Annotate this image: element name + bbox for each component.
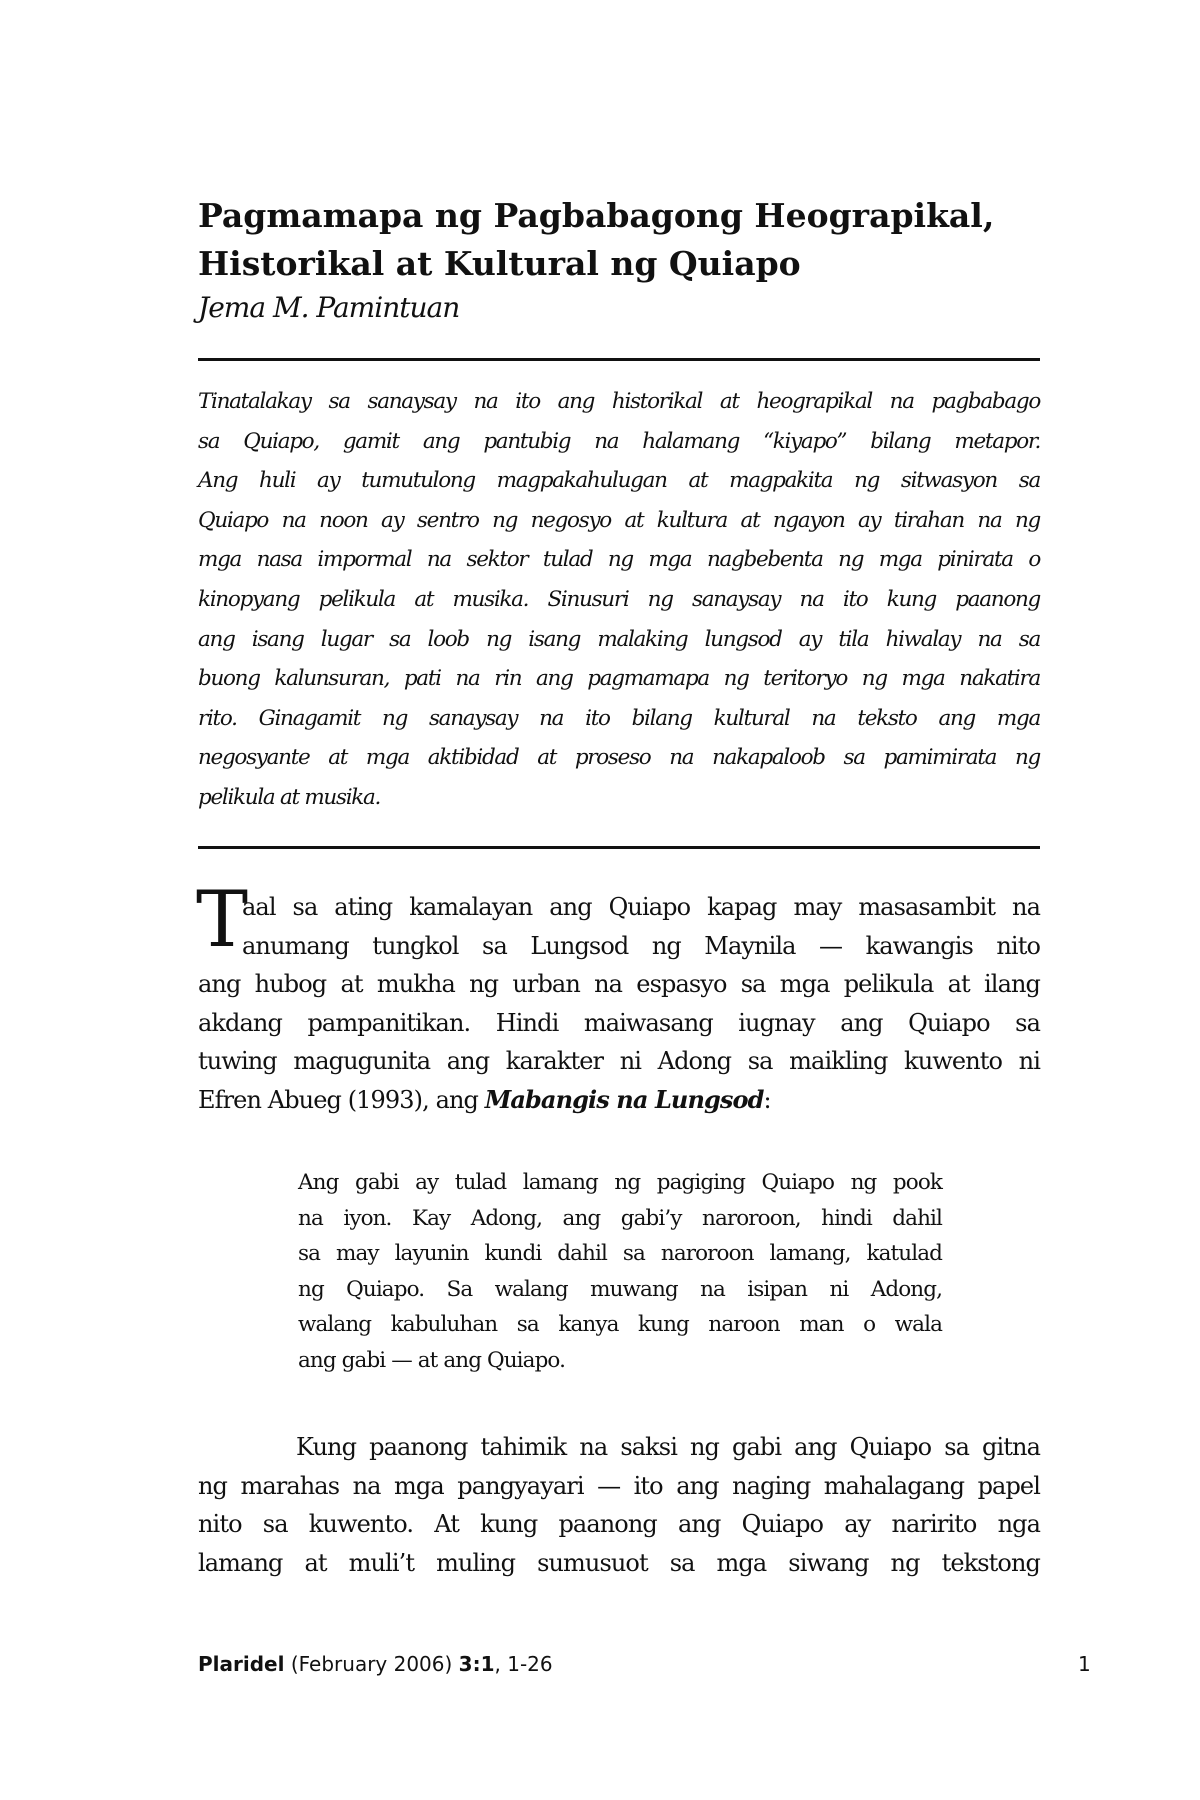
colon-text: : bbox=[763, 1085, 771, 1114]
abstract-line: Ang huli ay tumutulong magpakahulugan at magpakita ng sitwasyon sa bbox=[198, 468, 1040, 494]
quote-line: ang gabi — at ang Quiapo. bbox=[298, 1347, 566, 1373]
article-author: Jema M. Pamintuan bbox=[198, 291, 460, 324]
page-number: 1 bbox=[1078, 1652, 1091, 1676]
quote-line: na iyon. Kay Adong, ang gabi’y naroroon, hindi dahil bbox=[298, 1205, 942, 1231]
paragraph-line: aal sa ating kamalayan ang Quiapo kapag may masasambit na bbox=[242, 893, 1040, 921]
abstract-line: sa Quiapo, gamit ang pantubig na halamang “kiyapo” bilang metapor. bbox=[198, 428, 1040, 454]
paragraph-line: anumang tungkol sa Lungsod ng Maynila — kawangis nito bbox=[242, 931, 1040, 960]
citation-text: Efren Abueg (1993), ang bbox=[198, 1085, 485, 1114]
abstract-top-rule bbox=[198, 358, 1040, 361]
abstract-line: kinopyang pelikula at musika. Sinusuri ng sanaysay na ito kung paanong bbox=[198, 586, 1040, 612]
quote-line: Ang gabi ay tulad lamang ng pagiging Quiapo ng pook bbox=[298, 1170, 942, 1195]
paragraph-line: ang hubog at mukha ng urban na espasyo sa mga pelikula at ilang bbox=[198, 970, 1040, 998]
abstract-bottom-rule bbox=[198, 846, 1040, 849]
abstract-line: negosyante at mga aktibidad at proseso na nakapaloob sa pamimirata ng bbox=[198, 745, 1040, 771]
page-range: , 1-26 bbox=[494, 1652, 553, 1676]
quote-line: walang kabuluhan sa kanya kung naroon man o wala bbox=[298, 1312, 942, 1337]
block-quote bbox=[298, 1165, 942, 1378]
abstract-line: Tinatalakay sa sanaysay na ito ang historikal at heograpikal na pagbabago bbox=[198, 389, 1040, 414]
article-title bbox=[198, 192, 1058, 288]
body-paragraph-1 bbox=[198, 888, 1040, 1119]
title-line-1: Pagmamapa ng Pagbabagong Heograpikal, bbox=[198, 196, 995, 235]
title-line-2: Historikal at Kultural ng Quiapo bbox=[198, 244, 801, 283]
quote-line: sa may layunin kundi dahil sa naroroon lamang, katulad bbox=[298, 1241, 942, 1266]
abstract-line: buong kalunsuran, pati na rin ang pagmamapa ng teritoryo ng mga nakatira bbox=[198, 666, 1040, 692]
abstract bbox=[198, 382, 1040, 818]
paragraph-line: tuwing magugunita ang karakter ni Adong sa maikling kuwento ni bbox=[198, 1047, 1040, 1075]
abstract-line: mga nasa impormal na sektor tulad ng mga nagbebenta ng mga pinirata o bbox=[198, 547, 1040, 573]
body-paragraph-2 bbox=[198, 1428, 1040, 1582]
issue-date: (February 2006) bbox=[284, 1652, 459, 1676]
paragraph-line: Kung paanong tahimik na saksi ng gabi ang Quiapo sa gitna bbox=[296, 1433, 1040, 1461]
paragraph-line: lamang at muli’t muling sumusuot sa mga siwang ng tekstong bbox=[198, 1548, 1040, 1577]
journal-name: Plaridel bbox=[198, 1652, 285, 1676]
paragraph-line: nito sa kuwento. At kung paanong ang Quiapo ay naririto nga bbox=[198, 1510, 1040, 1538]
cited-work-title: Mabangis na Lungsod bbox=[484, 1084, 764, 1114]
volume-issue: 3:1 bbox=[458, 1652, 495, 1676]
abstract-line: pelikula at musika. bbox=[198, 784, 381, 810]
abstract-line: ang isang lugar sa loob ng isang malaking lungsod ay tila hiwalay na sa bbox=[198, 626, 1040, 652]
drop-cap: T bbox=[196, 875, 249, 965]
paragraph-line: ng marahas na mga pangyayari — ito ang naging mahalagang papel bbox=[198, 1471, 1040, 1500]
journal-citation-footer bbox=[198, 1650, 553, 1678]
paragraph-line: akdang pampanitikan. Hindi maiwasang iugnay ang Quiapo sa bbox=[198, 1008, 1040, 1037]
abstract-line: rito. Ginagamit ng sanaysay na ito bilang kultural na teksto ang mga bbox=[198, 705, 1040, 731]
quote-line: ng Quiapo. Sa walang muwang na isipan ni Adong, bbox=[298, 1276, 942, 1302]
paragraph-last-line bbox=[198, 1081, 1040, 1120]
abstract-line: Quiapo na noon ay sentro ng negosyo at kultura at ngayon ay tirahan na ng bbox=[198, 507, 1040, 533]
